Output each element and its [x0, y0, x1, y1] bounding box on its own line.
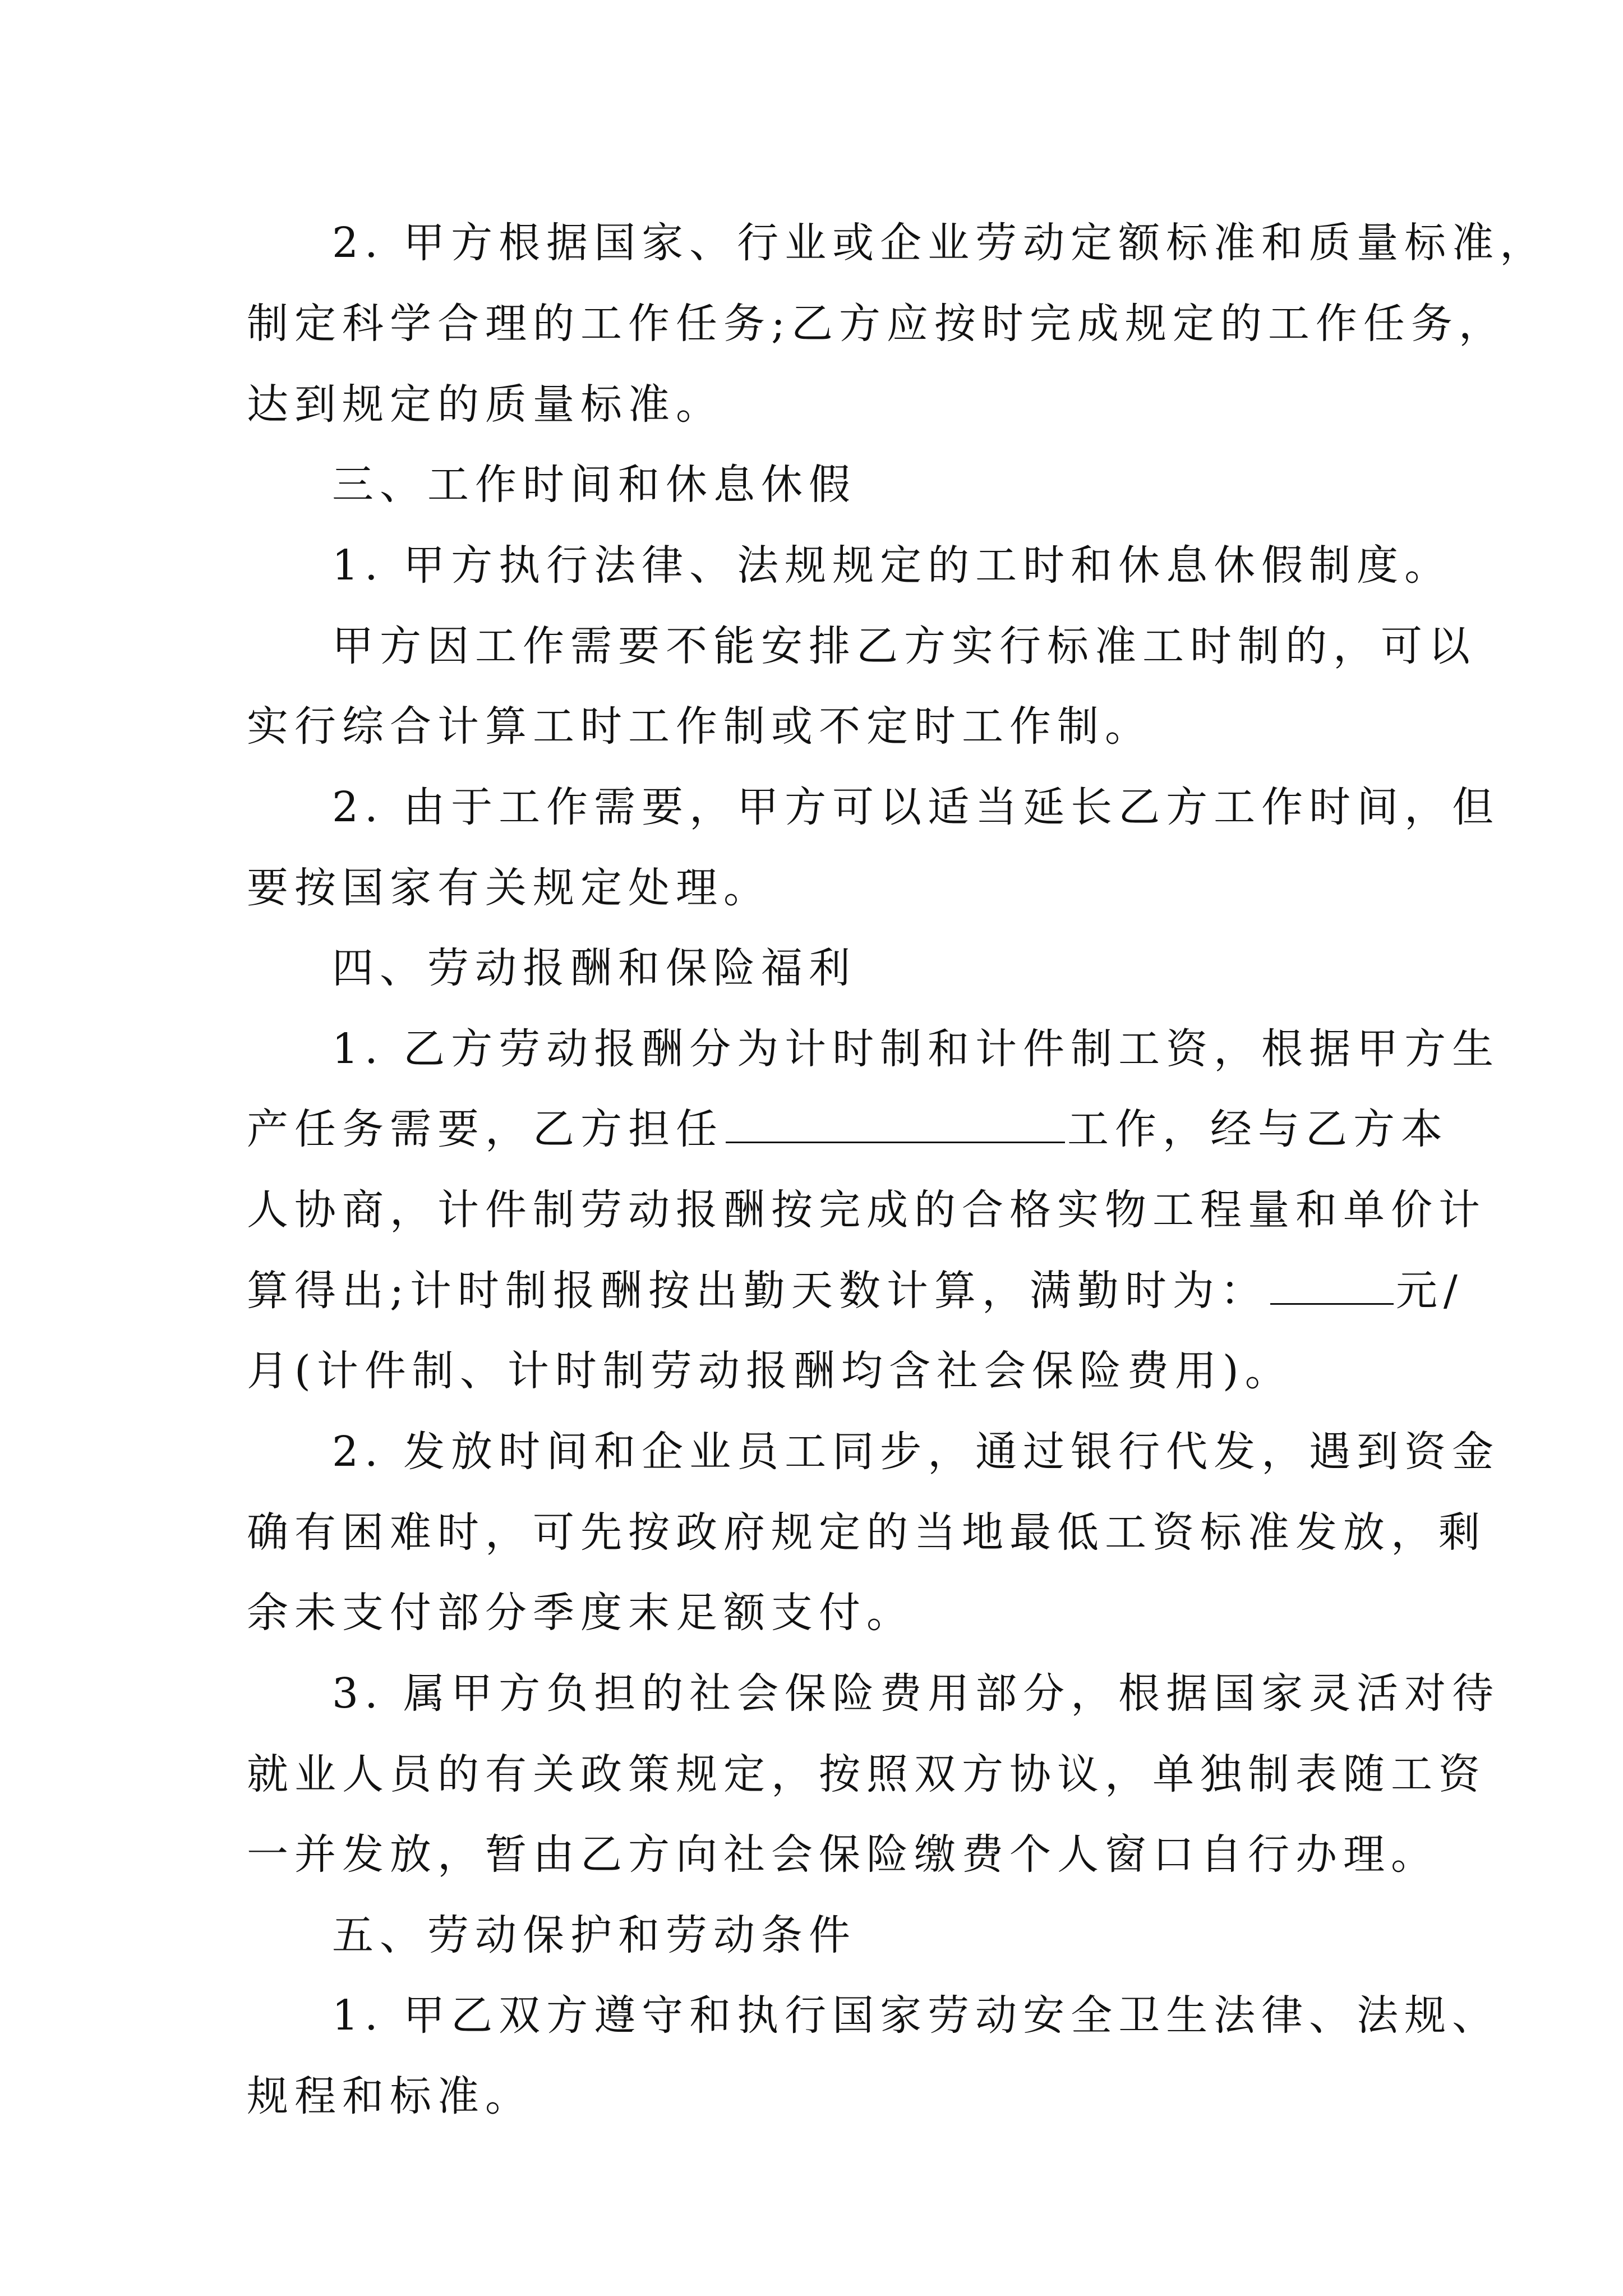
fill-in-blank-salary[interactable] — [1270, 1268, 1394, 1305]
paragraph-line: 3. 属甲方负担的社会保险费用部分，根据国家灵活对待 — [332, 1669, 1500, 1718]
paragraph-line: 甲方因工作需要不能安排乙方实行标准工时制的，可以 — [332, 622, 1476, 670]
paragraph-line: 2. 发放时间和企业员工同步，通过银行代发，遇到资金 — [332, 1428, 1500, 1476]
line-text-after-blank: 工作，经与乙方本 — [1067, 1105, 1449, 1153]
paragraph-line: 月(计件制、计时制劳动报酬均含社会保险费用)。 — [247, 1347, 1293, 1395]
paragraph-line: 余未支付部分季度末足额支付。 — [247, 1589, 914, 1637]
paragraph-line: 1. 甲乙双方遵守和执行国家劳动安全卫生法律、法规、 — [332, 1991, 1500, 2040]
line-text-before-blank: 产任务需要，乙方担任 — [247, 1105, 723, 1153]
paragraph-line: 一并发放，暂由乙方向社会保险缴费个人窗口自行办理。 — [247, 1830, 1438, 1879]
paragraph-line: 要按国家有关规定处理。 — [247, 864, 771, 912]
section-heading-4: 四、劳动报酬和保险福利 — [332, 944, 856, 992]
paragraph-line-with-blank — [247, 1263, 1464, 1319]
paragraph-line: 规程和标准。 — [247, 2072, 533, 2120]
paragraph-line: 达到规定的质量标准。 — [247, 380, 723, 429]
section-heading-5: 五、劳动保护和劳动条件 — [332, 1911, 856, 1959]
paragraph-line: 确有困难时，可先按政府规定的当地最低工资标准发放，剩 — [247, 1508, 1486, 1557]
fill-in-blank-job[interactable] — [726, 1107, 1065, 1143]
paragraph-line: 1. 甲方执行法律、法规规定的工时和休息休假制度。 — [332, 541, 1453, 590]
paragraph-line: 制定科学合理的工作任务;乙方应按时完成规定的工作任务， — [247, 300, 1506, 348]
paragraph-line: 人协商，计件制劳动报酬按完成的合格实物工程量和单价计 — [247, 1186, 1486, 1234]
line-text-before-blank: 算得出;计时制报酬按出勤天数计算，满勤时为： — [247, 1267, 1268, 1315]
section-heading-3: 三、工作时间和休息休假 — [332, 461, 856, 509]
paragraph-line: 1. 乙方劳动报酬分为计时制和计件制工资，根据甲方生 — [332, 1025, 1500, 1073]
paragraph-line: 2. 由于工作需要，甲方可以适当延长乙方工作时间，但 — [332, 783, 1500, 831]
paragraph-line: 实行综合计算工时工作制或不定时工作制。 — [247, 702, 1152, 751]
line-text-after-blank: 元/ — [1395, 1267, 1464, 1315]
paragraph-line-with-blank — [247, 1101, 1449, 1157]
paragraph-line: 2. 甲方根据国家、行业或企业劳动定额标准和质量标准， — [332, 219, 1548, 267]
paragraph-line: 就业人员的有关政策规定，按照双方协议，单独制表随工资 — [247, 1750, 1486, 1798]
